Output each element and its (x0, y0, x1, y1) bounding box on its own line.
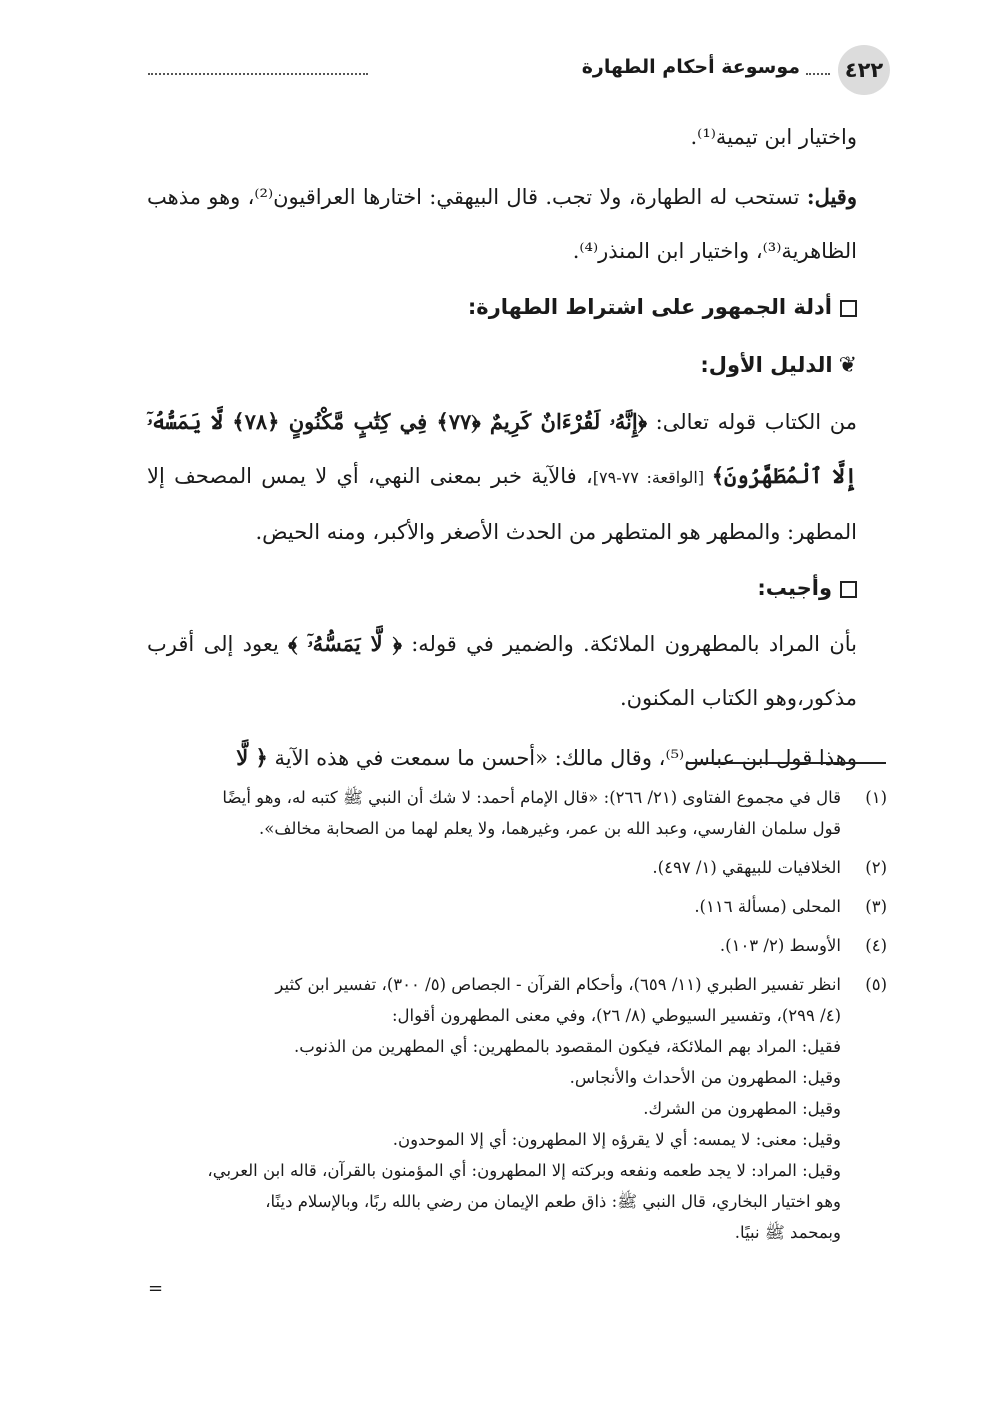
quran-verse: ﴿إِنَّهُۥ لَقُرْءَانٌ كَرِيمٌ ﴿٧٧﴾ فِي كِتَٰبٍ مَّكْنُونٍ ﴿٧٨﴾ لَّا يَمَسُّهُۥٓ إِلَّا ٱلْمُطَهَّرُونَ﴾ (147, 409, 857, 488)
paragraph-4: بأن المراد بالمطهرون الملائكة. والضمير في قوله: ﴿ لَّا يَمَسُّهُۥٓ ﴾ يعود إلى أقرب مذكور،وهو الكتاب المكنون. (147, 631, 857, 710)
main-text (147, 110, 857, 785)
footnote-line: وقيل: المطهرون من الشرك. (643, 1099, 841, 1118)
footnote-line: المحلى (مسألة ١١٦). (694, 897, 841, 916)
verse-reference: [الواقعة: ٧٧-٧٩] (592, 468, 712, 487)
header-dotted-rule-left (148, 73, 368, 75)
footnote-2 (147, 852, 887, 883)
header-dotted-rule-right (806, 73, 830, 75)
page-header (148, 45, 890, 95)
footnote-line: وبمحمد ﷺ نبيًا. (734, 1223, 841, 1242)
footnote-number: (٣) (865, 897, 887, 916)
footnotes (147, 782, 887, 1256)
footnote-line: وقيل: معنى: لا يمسه: أي لا يقرؤه إلا المطهرون: أي إلا الموحدون. (392, 1130, 841, 1149)
footnote-number: (٢) (865, 858, 887, 877)
footnote-1 (147, 782, 887, 844)
footnote-line: انظر تفسير الطبري (١١/ ٦٥٩)، وأحكام القرآن - الجصاص (٥/ ٣٠٠)، تفسير ابن كثير (275, 975, 841, 994)
footnote-5 (147, 969, 887, 1248)
footnote-line: قول سلمان الفارسي، وعبد الله بن عمر، وغيرهما، ولا يعلم لهما من الصحابة مخالف». (259, 819, 841, 838)
paragraph-2 (147, 170, 857, 278)
footnote-line: الأوسط (٢/ ١٠٣). (719, 936, 841, 955)
square-bullet-icon (840, 300, 857, 317)
footnote-line: وقيل: المطهرون من الأحداث والأنجاس. (569, 1068, 841, 1087)
section-heading-evidence: أدلة الجمهور على اشتراط الطهارة: (147, 278, 857, 336)
footnote-line: وقيل: المراد: لا يجد طعمه ونفعه وبركته إلا المطهرون: أي المؤمنون بالقرآن، قاله ابن العربي، (207, 1161, 841, 1180)
footnote-line: فقيل: المراد بهم الملائكة، فيكون المقصود بالمطهرين: أي المطهرين من الذنوب. (293, 1037, 841, 1056)
quran-verse-fragment: ﴿ لَّا (236, 745, 268, 770)
footnote-line: قال في مجموع الفتاوى (٢١/ ٢٦٦): «قال الإمام أحمد: لا شك أن النبي ﷺ كتبه له، وهو أيضًا (222, 788, 841, 807)
paragraph-5: وهذا قول ابن عباس⁽⁵⁾، وقال مالك: «أحسن ما سمعت في هذه الآية ﴿ لَّا (236, 745, 857, 770)
footnote-number: (٥) (865, 975, 887, 994)
paragraph-3: من الكتاب قوله تعالى: ﴿إِنَّهُۥ لَقُرْءَانٌ كَرِيمٌ ﴿٧٧﴾ فِي كِتَٰبٍ مَّكْنُونٍ ﴿٧٨﴾ لَّا يَمَسُّهُۥٓ إِلَّا ٱلْمُطَهَّرُونَ﴾ [الواقعة: ٧٧-٧٩]، فالآية خبر بمعنى النهي، أي لا يمس المصحف إلا المطهر: والمطهر هو المتطهر من الحدث الأصغر والأكبر، ومنه الحيض. (147, 409, 858, 544)
paragraph-1: واختيار ابن تيمية⁽¹⁾. (690, 125, 857, 149)
running-title: موسوعة أحكام الطهارة (581, 56, 800, 78)
continuation-mark: = (148, 1278, 164, 1299)
footnote-3 (147, 891, 887, 922)
section-heading-answer: وأجيب: (147, 559, 857, 617)
quran-verse-short: ﴿ لَّا يَمَسُّهُۥٓ ﴾ (288, 631, 402, 656)
footnote-number: (٤) (865, 936, 887, 955)
paragraph-2-lead: وقيل: (806, 184, 857, 209)
footnote-4 (147, 930, 887, 961)
footnote-line: الخلافيات للبيهقي (١/ ٤٩٧). (652, 858, 841, 877)
paragraph-2-text: تستحب له الطهارة، ولا تجب. قال البيهقي: اختارها العراقيون⁽²⁾، وهو مذهب الظاهرية⁽³⁾، واختيار ابن المنذر⁽⁴⁾. (147, 185, 857, 263)
leaf-ornament-icon: ❦ (838, 353, 857, 378)
section-heading-first-proof: ❦الدليل الأول: (700, 353, 857, 378)
footnote-number: (١) (865, 788, 887, 807)
footnote-line: وهو اختيار البخاري، قال النبي ﷺ: ذاق طعم الإيمان من رضي بالله ربًا، وبالإسلام دينًا، (265, 1192, 841, 1211)
square-bullet-icon (840, 581, 857, 598)
footnote-line: (٤/ ٢٩٩)، وتفسير السيوطي (٨/ ٢٦)، وفي معنى المطهرون أقوال: (391, 1006, 841, 1025)
page-number-badge: ٤٢٢ (838, 45, 890, 95)
footnote-divider (686, 762, 886, 764)
